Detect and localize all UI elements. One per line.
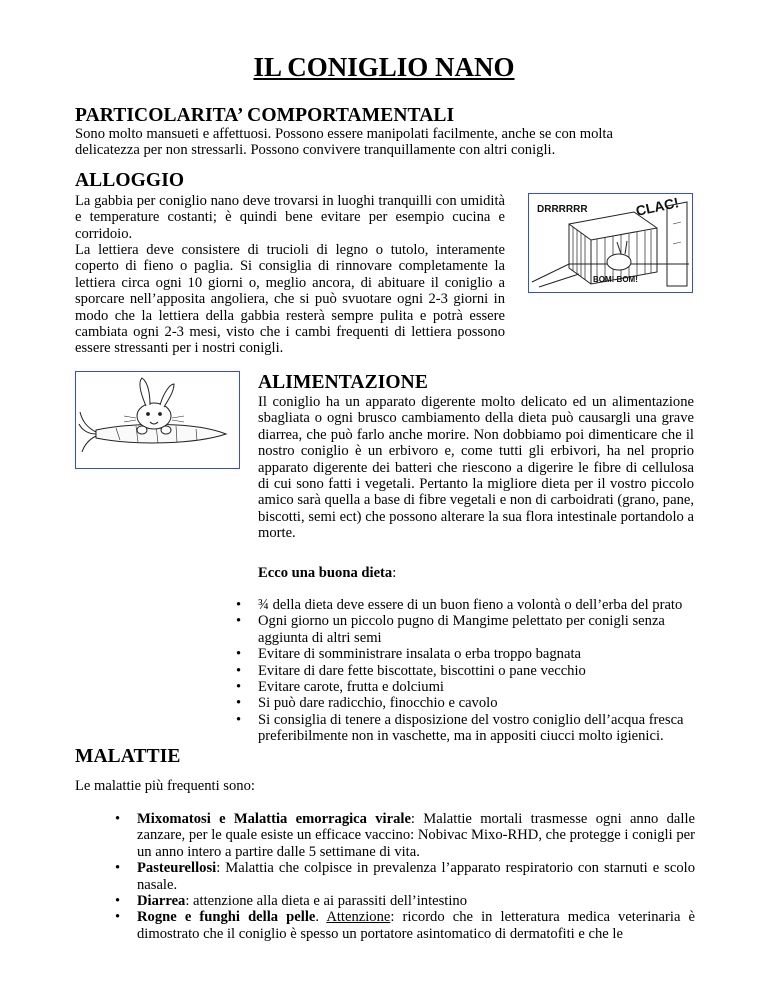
heading-comportamentali: PARTICOLARITA’ COMPORTAMENTALI xyxy=(75,105,455,126)
disease-name: Mixomatosi e Malattia emorragica virale xyxy=(137,811,411,827)
page-title: IL CONIGLIO NANO xyxy=(253,52,515,82)
comic-sound-clac: CLAC! xyxy=(634,194,681,219)
list-item: • Evitare di dare fette biscottate, biscottini o pane vecchio xyxy=(236,663,696,679)
heading-alimentazione: ALIMENTAZIONE xyxy=(258,372,428,393)
rabbit-carrot-illustration xyxy=(75,371,240,469)
disease-desc-continued: : ricordo che in letteratura medica veterinaria è dimostrato che il coniglio è spesso un portatore asintomatico di dermatofiti e che le xyxy=(137,909,695,942)
diet-list xyxy=(236,597,696,745)
alloggio-paragraph-1: La gabbia per coniglio nano deve trovarsi in luoghi tranquilli con umidità e temperature costanti; è quindi bene evitare per esempio cucina e corridoio. xyxy=(75,193,505,242)
list-item xyxy=(115,893,695,909)
comic-sound-drrr: DRRRRRR xyxy=(537,204,588,215)
list-item: • Si può dare radicchio, finocchio e cavolo xyxy=(236,695,696,711)
diet-intro xyxy=(258,565,396,581)
diet-intro-colon: : xyxy=(392,565,397,581)
malattie-intro: Le malattie più frequenti sono: xyxy=(75,778,255,794)
list-item xyxy=(115,811,695,860)
heading-malattie: MALATTIE xyxy=(75,746,181,767)
disease-desc: . xyxy=(315,909,327,926)
cage-illustration xyxy=(528,193,693,293)
list-item: • Evitare carote, frutta e dolciumi xyxy=(236,679,696,695)
disease-name: Diarrea xyxy=(137,893,186,910)
comic-sound-bom: BOM! BOM! xyxy=(593,275,638,284)
comportamentali-text: Sono molto mansueti e affettuosi. Possono essere manipolati facilmente, anche se con molta delicatezza per non stressarli. Possono convivere tranquillamente con altri conigli. xyxy=(75,126,613,159)
rabbit-cage-drawing xyxy=(529,194,692,292)
disease-name: Pasteurellosi xyxy=(137,860,217,877)
list-item xyxy=(115,909,695,942)
alloggio-paragraph-2: La lettiera deve consistere di trucioli di legno o tutolo, interamente coperto di fieno o paglia. Si consiglia di rinnovare completamente la lettiera circa ogni 10 giorni o, meglio ancora, di abituare il coniglio a sporcare nell’apposita angoliera, che si può svuotare ogni 2-3 giorni in modo che la lettiera della gabbia resterà sempre pulita e potrà essere cambiata ogni 2-3 mesi, visto che i cambi frequenti di lettiera possono essere stressanti per i nostri conigli. xyxy=(75,242,505,357)
list-item xyxy=(115,860,695,893)
list-item: • Si consiglia di tenere a disposizione del vostro coniglio dell’acqua fresca preferibilmente non in vaschette, ma in appositi ciucci molto igienici. xyxy=(236,712,696,745)
malattie-list xyxy=(115,811,695,942)
disease-desc: : Malattia che colpisce in prevalenza l’apparato respiratorio con starnuti e scolo nasale. xyxy=(137,860,695,893)
disease-name: Rogne e funghi della pelle xyxy=(137,909,316,926)
attention-label: Attenzione xyxy=(326,909,391,926)
heading-alloggio: ALLOGGIO xyxy=(75,170,185,191)
list-item: • Evitare di somministrare insalata o erba troppo bagnata xyxy=(236,646,696,662)
list-item: • Ogni giorno un piccolo pugno di Mangime pelettato per conigli senza aggiunta di altri semi xyxy=(236,613,696,646)
diet-intro-bold: Ecco una buona dieta xyxy=(258,565,393,581)
disease-desc: : attenzione alla dieta e ai parassiti dell’intestino xyxy=(185,893,467,910)
disease-desc: : Malattie mortali trasmesse ogni anno dalle zanzare, per le quale esiste un efficace vaccino: Nobivac Mixo-RHD, che protegge i conigli per un anno intero a partire dalle 5 settimane di vita. xyxy=(137,811,695,860)
list-item: • ¾ della dieta deve essere di un buon fieno a volontà o dell’erba del prato xyxy=(236,597,696,613)
alimentazione-text: Il coniglio ha un apparato digerente molto delicato ed un alimentazione sbagliata o ogni brusco cambiamento della dieta può causargli una grave diarrea, che può farlo anche morire. Non dobbiamo poi dimenticare che il nostro coniglio è un erbivoro e, come tutti gli erbivori, ha nel proprio apparato digerente dei batteri che riescono a digerire le fibre di cellulosa di cui sono fatti i vegetali. Pertanto la migliore dieta per il vostro piccolo amico sarà quella a base di fibre vegetali e non di carboidrati (grano, pane, biscotti, semi ect) che possono alterare la sua flora intestinale portandolo a morte. xyxy=(258,394,694,542)
rabbit-carrot-drawing xyxy=(76,372,239,468)
